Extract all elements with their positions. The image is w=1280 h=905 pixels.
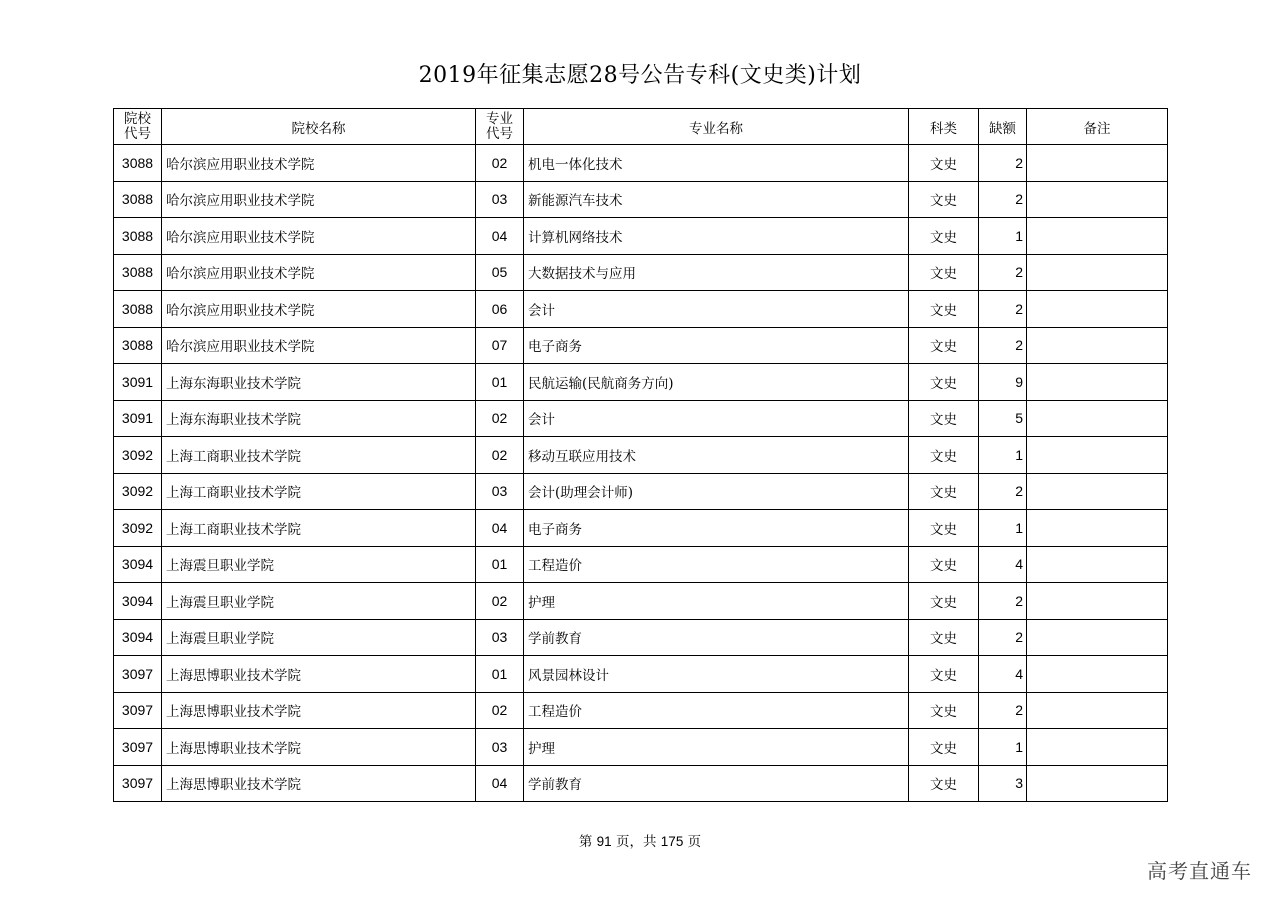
- cell-note: [1027, 181, 1168, 218]
- cell-school-name: 哈尔滨应用职业技术学院: [162, 254, 476, 291]
- cell-major-code: 03: [476, 181, 524, 218]
- cell-school-code: 3092: [114, 510, 162, 547]
- table-row: [114, 145, 1168, 182]
- table-row: [114, 437, 1168, 474]
- cell-major-name: 学前教育: [524, 765, 909, 802]
- cell-major-name: 移动互联应用技术: [524, 437, 909, 474]
- table-row: [114, 583, 1168, 620]
- cell-school-code: 3092: [114, 437, 162, 474]
- cell-school-code: 3097: [114, 765, 162, 802]
- cell-school-code: 3088: [114, 291, 162, 328]
- cell-major-code: 04: [476, 510, 524, 547]
- table-row: [114, 692, 1168, 729]
- cell-note: [1027, 473, 1168, 510]
- cell-school-name: 上海工商职业技术学院: [162, 437, 476, 474]
- header-school-code: [114, 109, 162, 145]
- cell-major-name: 会计: [524, 291, 909, 328]
- cell-note: [1027, 400, 1168, 437]
- cell-quota: 2: [979, 473, 1027, 510]
- header-major-code-line2: 代号: [486, 125, 513, 142]
- footer-prefix: 第: [578, 834, 593, 850]
- cell-quota: 2: [979, 254, 1027, 291]
- cell-major-name: 工程造价: [524, 546, 909, 583]
- header-category: 科类: [909, 109, 979, 145]
- cell-category: 文史: [909, 656, 979, 693]
- cell-major-code: 01: [476, 546, 524, 583]
- cell-major-name: 工程造价: [524, 692, 909, 729]
- cell-quota: 2: [979, 327, 1027, 364]
- table-row: [114, 473, 1168, 510]
- table-row: [114, 656, 1168, 693]
- cell-quota: 3: [979, 765, 1027, 802]
- cell-quota: 9: [979, 364, 1027, 401]
- cell-major-name: 新能源汽车技术: [524, 181, 909, 218]
- cell-major-code: 03: [476, 619, 524, 656]
- cell-school-code: 3091: [114, 400, 162, 437]
- cell-school-name: 上海思博职业技术学院: [162, 656, 476, 693]
- cell-major-name: 大数据技术与应用: [524, 254, 909, 291]
- cell-school-name: 哈尔滨应用职业技术学院: [162, 218, 476, 255]
- cell-note: [1027, 437, 1168, 474]
- cell-major-code: 02: [476, 583, 524, 620]
- table-row: [114, 254, 1168, 291]
- cell-category: 文史: [909, 765, 979, 802]
- cell-major-code: 01: [476, 656, 524, 693]
- table-row: [114, 327, 1168, 364]
- cell-major-name: 风景园林设计: [524, 656, 909, 693]
- plan-table: [113, 108, 1168, 802]
- cell-quota: 4: [979, 546, 1027, 583]
- cell-school-code: 3094: [114, 583, 162, 620]
- cell-school-name: 哈尔滨应用职业技术学院: [162, 327, 476, 364]
- footer-total-pages: 175: [660, 834, 684, 849]
- cell-category: 文史: [909, 619, 979, 656]
- cell-school-code: 3092: [114, 473, 162, 510]
- cell-note: [1027, 765, 1168, 802]
- header-school-code-line2: 代号: [124, 125, 151, 142]
- cell-quota: 1: [979, 729, 1027, 766]
- cell-school-name: 上海工商职业技术学院: [162, 510, 476, 547]
- header-quota: 缺额: [979, 109, 1027, 145]
- cell-category: 文史: [909, 510, 979, 547]
- header-school-name: 院校名称: [162, 109, 476, 145]
- cell-note: [1027, 583, 1168, 620]
- cell-note: [1027, 546, 1168, 583]
- cell-school-code: 3088: [114, 327, 162, 364]
- cell-note: [1027, 327, 1168, 364]
- cell-quota: 1: [979, 437, 1027, 474]
- cell-school-code: 3091: [114, 364, 162, 401]
- cell-major-name: 计算机网络技术: [524, 218, 909, 255]
- cell-school-code: 3094: [114, 619, 162, 656]
- table-row: [114, 765, 1168, 802]
- cell-major-name: 机电一体化技术: [524, 145, 909, 182]
- cell-school-code: 3097: [114, 729, 162, 766]
- footer-page-number: 91: [596, 834, 612, 849]
- cell-note: [1027, 729, 1168, 766]
- cell-school-name: 上海震旦职业学院: [162, 619, 476, 656]
- cell-category: 文史: [909, 181, 979, 218]
- cell-school-code: 3088: [114, 218, 162, 255]
- cell-major-code: 07: [476, 327, 524, 364]
- cell-category: 文史: [909, 583, 979, 620]
- cell-category: 文史: [909, 327, 979, 364]
- watermark-text: 高考直通车: [1147, 859, 1252, 883]
- cell-note: [1027, 656, 1168, 693]
- cell-major-name: 电子商务: [524, 327, 909, 364]
- cell-note: [1027, 145, 1168, 182]
- cell-school-name: 上海东海职业技术学院: [162, 400, 476, 437]
- cell-school-code: 3088: [114, 181, 162, 218]
- header-school-code-line1: 院校: [124, 110, 151, 127]
- cell-note: [1027, 692, 1168, 729]
- table-row: [114, 218, 1168, 255]
- table-row: [114, 181, 1168, 218]
- cell-quota: 2: [979, 583, 1027, 620]
- cell-major-code: 04: [476, 218, 524, 255]
- table-row: [114, 729, 1168, 766]
- cell-quota: 2: [979, 181, 1027, 218]
- table-row: [114, 619, 1168, 656]
- cell-category: 文史: [909, 473, 979, 510]
- table-row: [114, 546, 1168, 583]
- cell-school-code: 3088: [114, 254, 162, 291]
- footer-suffix: 页: [687, 834, 702, 850]
- cell-major-code: 01: [476, 364, 524, 401]
- cell-school-name: 上海震旦职业学院: [162, 546, 476, 583]
- cell-school-name: 哈尔滨应用职业技术学院: [162, 145, 476, 182]
- cell-major-name: 护理: [524, 729, 909, 766]
- cell-school-name: 上海思博职业技术学院: [162, 692, 476, 729]
- cell-quota: 2: [979, 619, 1027, 656]
- cell-school-name: 上海东海职业技术学院: [162, 364, 476, 401]
- cell-note: [1027, 291, 1168, 328]
- cell-major-code: 02: [476, 437, 524, 474]
- header-major-name: 专业名称: [524, 109, 909, 145]
- cell-major-name: 护理: [524, 583, 909, 620]
- footer-mid: 页，共: [616, 834, 657, 850]
- page-title: 2019年征集志愿28号公告专科(文史类)计划: [418, 63, 862, 88]
- cell-major-name: 民航运输(民航商务方向): [524, 364, 909, 401]
- cell-school-code: 3097: [114, 692, 162, 729]
- cell-category: 文史: [909, 692, 979, 729]
- cell-school-code: 3088: [114, 145, 162, 182]
- cell-quota: 1: [979, 218, 1027, 255]
- cell-school-name: 上海思博职业技术学院: [162, 729, 476, 766]
- cell-major-code: 02: [476, 400, 524, 437]
- cell-category: 文史: [909, 145, 979, 182]
- cell-category: 文史: [909, 364, 979, 401]
- table-header-row: [114, 109, 1168, 145]
- cell-school-code: 3097: [114, 656, 162, 693]
- cell-major-code: 05: [476, 254, 524, 291]
- cell-major-name: 会计(助理会计师): [524, 473, 909, 510]
- cell-school-name: 哈尔滨应用职业技术学院: [162, 181, 476, 218]
- cell-note: [1027, 254, 1168, 291]
- cell-school-code: 3094: [114, 546, 162, 583]
- cell-school-name: 上海思博职业技术学院: [162, 765, 476, 802]
- cell-quota: 2: [979, 145, 1027, 182]
- cell-note: [1027, 619, 1168, 656]
- cell-major-code: 03: [476, 729, 524, 766]
- page-footer: [0, 830, 1280, 850]
- cell-school-name: 哈尔滨应用职业技术学院: [162, 291, 476, 328]
- cell-major-code: 02: [476, 692, 524, 729]
- cell-quota: 1: [979, 510, 1027, 547]
- cell-major-code: 03: [476, 473, 524, 510]
- cell-category: 文史: [909, 729, 979, 766]
- cell-category: 文史: [909, 291, 979, 328]
- table-row: [114, 510, 1168, 547]
- cell-note: [1027, 218, 1168, 255]
- table-row: [114, 400, 1168, 437]
- cell-note: [1027, 510, 1168, 547]
- cell-major-name: 电子商务: [524, 510, 909, 547]
- cell-school-name: 上海震旦职业学院: [162, 583, 476, 620]
- header-note: 备注: [1027, 109, 1168, 145]
- cell-major-name: 学前教育: [524, 619, 909, 656]
- cell-category: 文史: [909, 400, 979, 437]
- cell-category: 文史: [909, 254, 979, 291]
- cell-school-name: 上海工商职业技术学院: [162, 473, 476, 510]
- cell-major-name: 会计: [524, 400, 909, 437]
- cell-note: [1027, 364, 1168, 401]
- cell-quota: 2: [979, 692, 1027, 729]
- cell-category: 文史: [909, 437, 979, 474]
- cell-quota: 2: [979, 291, 1027, 328]
- cell-major-code: 04: [476, 765, 524, 802]
- cell-category: 文史: [909, 218, 979, 255]
- cell-quota: 4: [979, 656, 1027, 693]
- table-row: [114, 291, 1168, 328]
- table-row: [114, 364, 1168, 401]
- cell-major-code: 06: [476, 291, 524, 328]
- header-major-code-line1: 专业: [486, 110, 513, 127]
- cell-major-code: 02: [476, 145, 524, 182]
- cell-quota: 5: [979, 400, 1027, 437]
- cell-category: 文史: [909, 546, 979, 583]
- header-major-code: [476, 109, 524, 145]
